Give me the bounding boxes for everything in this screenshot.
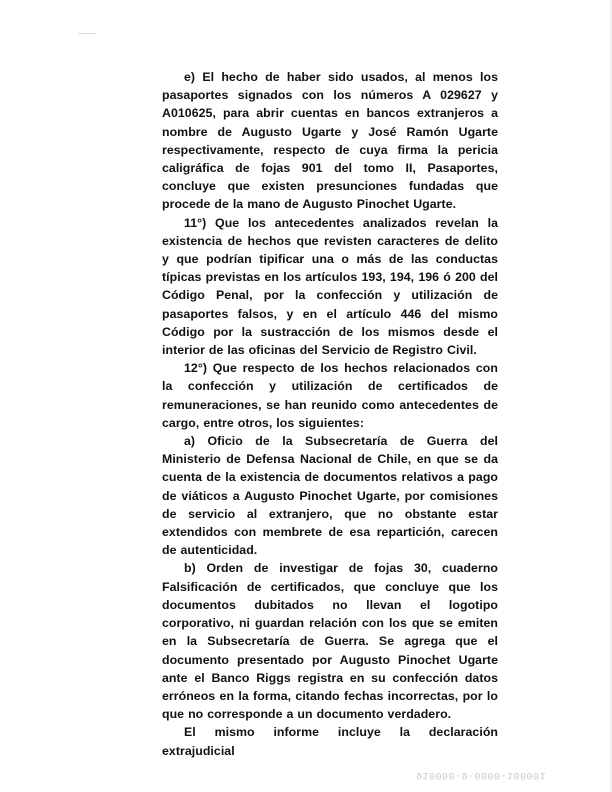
paragraph-informe: El mismo informe incluye la declaración extrajudicial	[162, 725, 498, 758]
paragraph-11: 11°) Que los antecedentes analizados revelan la existencia de hechos que revisten caracteres de delito y que podrían tipificar una o más de las conductas típicas previstas en los artículos 193, 194, 196 ó 200 del Código Penal, por la confección y utilización de pasaportes falsos, y en el artículo 446 del mismo Código por la sustracción de los mismos desde el interior de las oficinas del Servicio de Registro Civil.	[162, 215, 498, 358]
document-body	[162, 68, 498, 760]
paragraph-12: 12°) Que respecto de los hechos relacionados con la confección y utilización de certificados de remuneraciones, se han reunido como antecedentes de cargo, entre otros, los siguientes:	[162, 361, 498, 430]
scan-mark	[78, 33, 96, 34]
paragraph-e: e) El hecho de haber sido usados, al menos los pasaportes signados con los números A 029627 y A010625, para abrir cuentas en bancos extranjeros a nombre de Augusto Ugarte y José Ramón Ugarte respectivamente, respecto de cuya firma la pericia caligráfica de fojas 901 del tomo II, Pasaportes, concluye que existen presunciones fundadas que procede de la mano de Augusto Pinochet Ugarte.	[162, 70, 498, 212]
bleed-through-stamp: 910000-9-0000-100001	[416, 769, 547, 780]
paragraph-b: b) Orden de investigar de fojas 30, cuaderno Falsificación de certificados, que concluye que los documentos dubitados no llevan el logotipo corporativo, ni guardan relación con los que se emiten en la Subsecretaría de Guerra. Se agrega que el documento presentado por Augusto Pinochet Ugarte ante el Banco Riggs registra en su confección datos erróneos en la forma, citando fechas incorrectas, por lo que no corresponde a un documento verdadero.	[162, 561, 498, 722]
paragraph-a: a) Oficio de la Subsecretaría de Guerra del Ministerio de Defensa Nacional de Chile, en que se da cuenta de la existencia de documentos relativos a pago de viáticos a Augusto Pinochet Ugarte, por comisiones de servicio al extranjero, que no obstante estar extendidos con membrete de esa repartición, carecen de autenticidad.	[162, 434, 498, 558]
